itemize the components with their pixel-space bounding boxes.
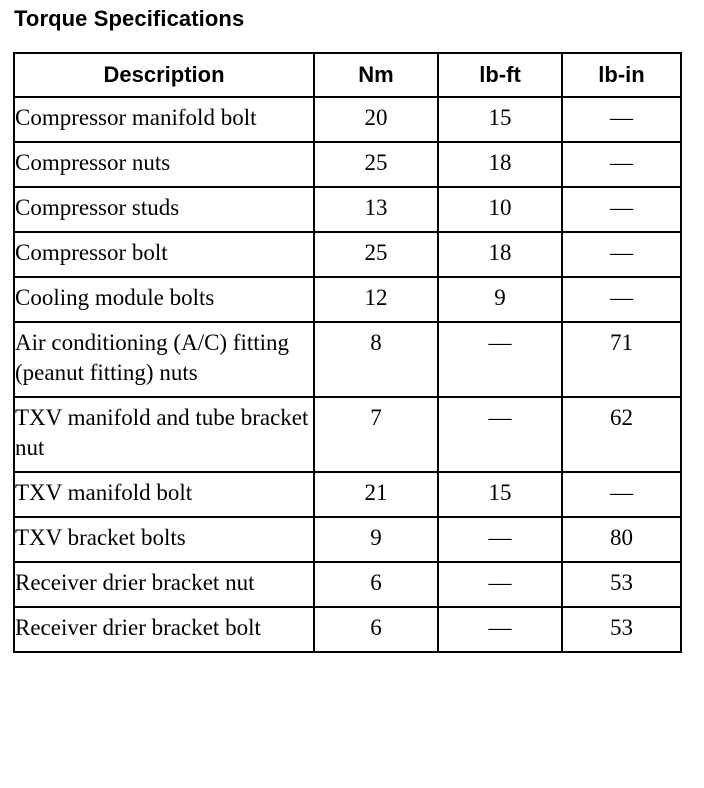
- page-title: Torque Specifications: [14, 6, 245, 31]
- lb-ft-cell: 18: [438, 142, 562, 187]
- table-row: [14, 607, 681, 652]
- description-cell: TXV bracket bolts: [14, 517, 314, 562]
- lb-ft-cell: 9: [438, 277, 562, 322]
- torque-spec-table: [13, 52, 682, 653]
- description-cell: Receiver drier bracket bolt: [14, 607, 314, 652]
- nm-cell: 8: [314, 322, 438, 397]
- lb-ft-cell: 18: [438, 232, 562, 277]
- lb-in-cell: —: [562, 142, 681, 187]
- nm-cell: 25: [314, 142, 438, 187]
- column-header-lb-in: lb-in: [562, 53, 681, 97]
- nm-cell: 21: [314, 472, 438, 517]
- lb-ft-cell: 15: [438, 472, 562, 517]
- lb-in-cell: 71: [562, 322, 681, 397]
- table-row: [14, 472, 681, 517]
- description-cell: Compressor nuts: [14, 142, 314, 187]
- table-row: [14, 397, 681, 472]
- nm-cell: 6: [314, 562, 438, 607]
- description-cell: TXV manifold bolt: [14, 472, 314, 517]
- nm-cell: 20: [314, 97, 438, 142]
- lb-in-cell: —: [562, 187, 681, 232]
- lb-in-cell: —: [562, 277, 681, 322]
- description-cell: TXV manifold and tube bracket nut: [14, 397, 314, 472]
- lb-in-cell: —: [562, 97, 681, 142]
- lb-in-cell: 80: [562, 517, 681, 562]
- description-cell: Compressor manifold bolt: [14, 97, 314, 142]
- description-cell: Compressor studs: [14, 187, 314, 232]
- nm-cell: 25: [314, 232, 438, 277]
- lb-in-cell: —: [562, 232, 681, 277]
- description-cell: Receiver drier bracket nut: [14, 562, 314, 607]
- lb-ft-cell: —: [438, 397, 562, 472]
- column-header-nm: Nm: [314, 53, 438, 97]
- lb-in-cell: 53: [562, 607, 681, 652]
- nm-cell: 7: [314, 397, 438, 472]
- table-row: [14, 232, 681, 277]
- column-header-lb-ft: lb-ft: [438, 53, 562, 97]
- nm-cell: 9: [314, 517, 438, 562]
- lb-in-cell: 53: [562, 562, 681, 607]
- nm-cell: 12: [314, 277, 438, 322]
- table-row: [14, 187, 681, 232]
- nm-cell: 6: [314, 607, 438, 652]
- lb-ft-cell: 15: [438, 97, 562, 142]
- lb-ft-cell: —: [438, 322, 562, 397]
- table-row: [14, 517, 681, 562]
- lb-in-cell: —: [562, 472, 681, 517]
- table-row: [14, 322, 681, 397]
- description-cell: Compressor bolt: [14, 232, 314, 277]
- lb-ft-cell: —: [438, 562, 562, 607]
- lb-in-cell: 62: [562, 397, 681, 472]
- nm-cell: 13: [314, 187, 438, 232]
- lb-ft-cell: —: [438, 607, 562, 652]
- column-header-description: Description: [14, 53, 314, 97]
- lb-ft-cell: 10: [438, 187, 562, 232]
- description-cell: Air conditioning (A/C) fitting (peanut fitting) nuts: [14, 322, 314, 397]
- description-cell: Cooling module bolts: [14, 277, 314, 322]
- lb-ft-cell: —: [438, 517, 562, 562]
- table-row: [14, 277, 681, 322]
- table-row: [14, 142, 681, 187]
- table-row: [14, 562, 681, 607]
- table-row: [14, 97, 681, 142]
- header-row: [14, 53, 681, 97]
